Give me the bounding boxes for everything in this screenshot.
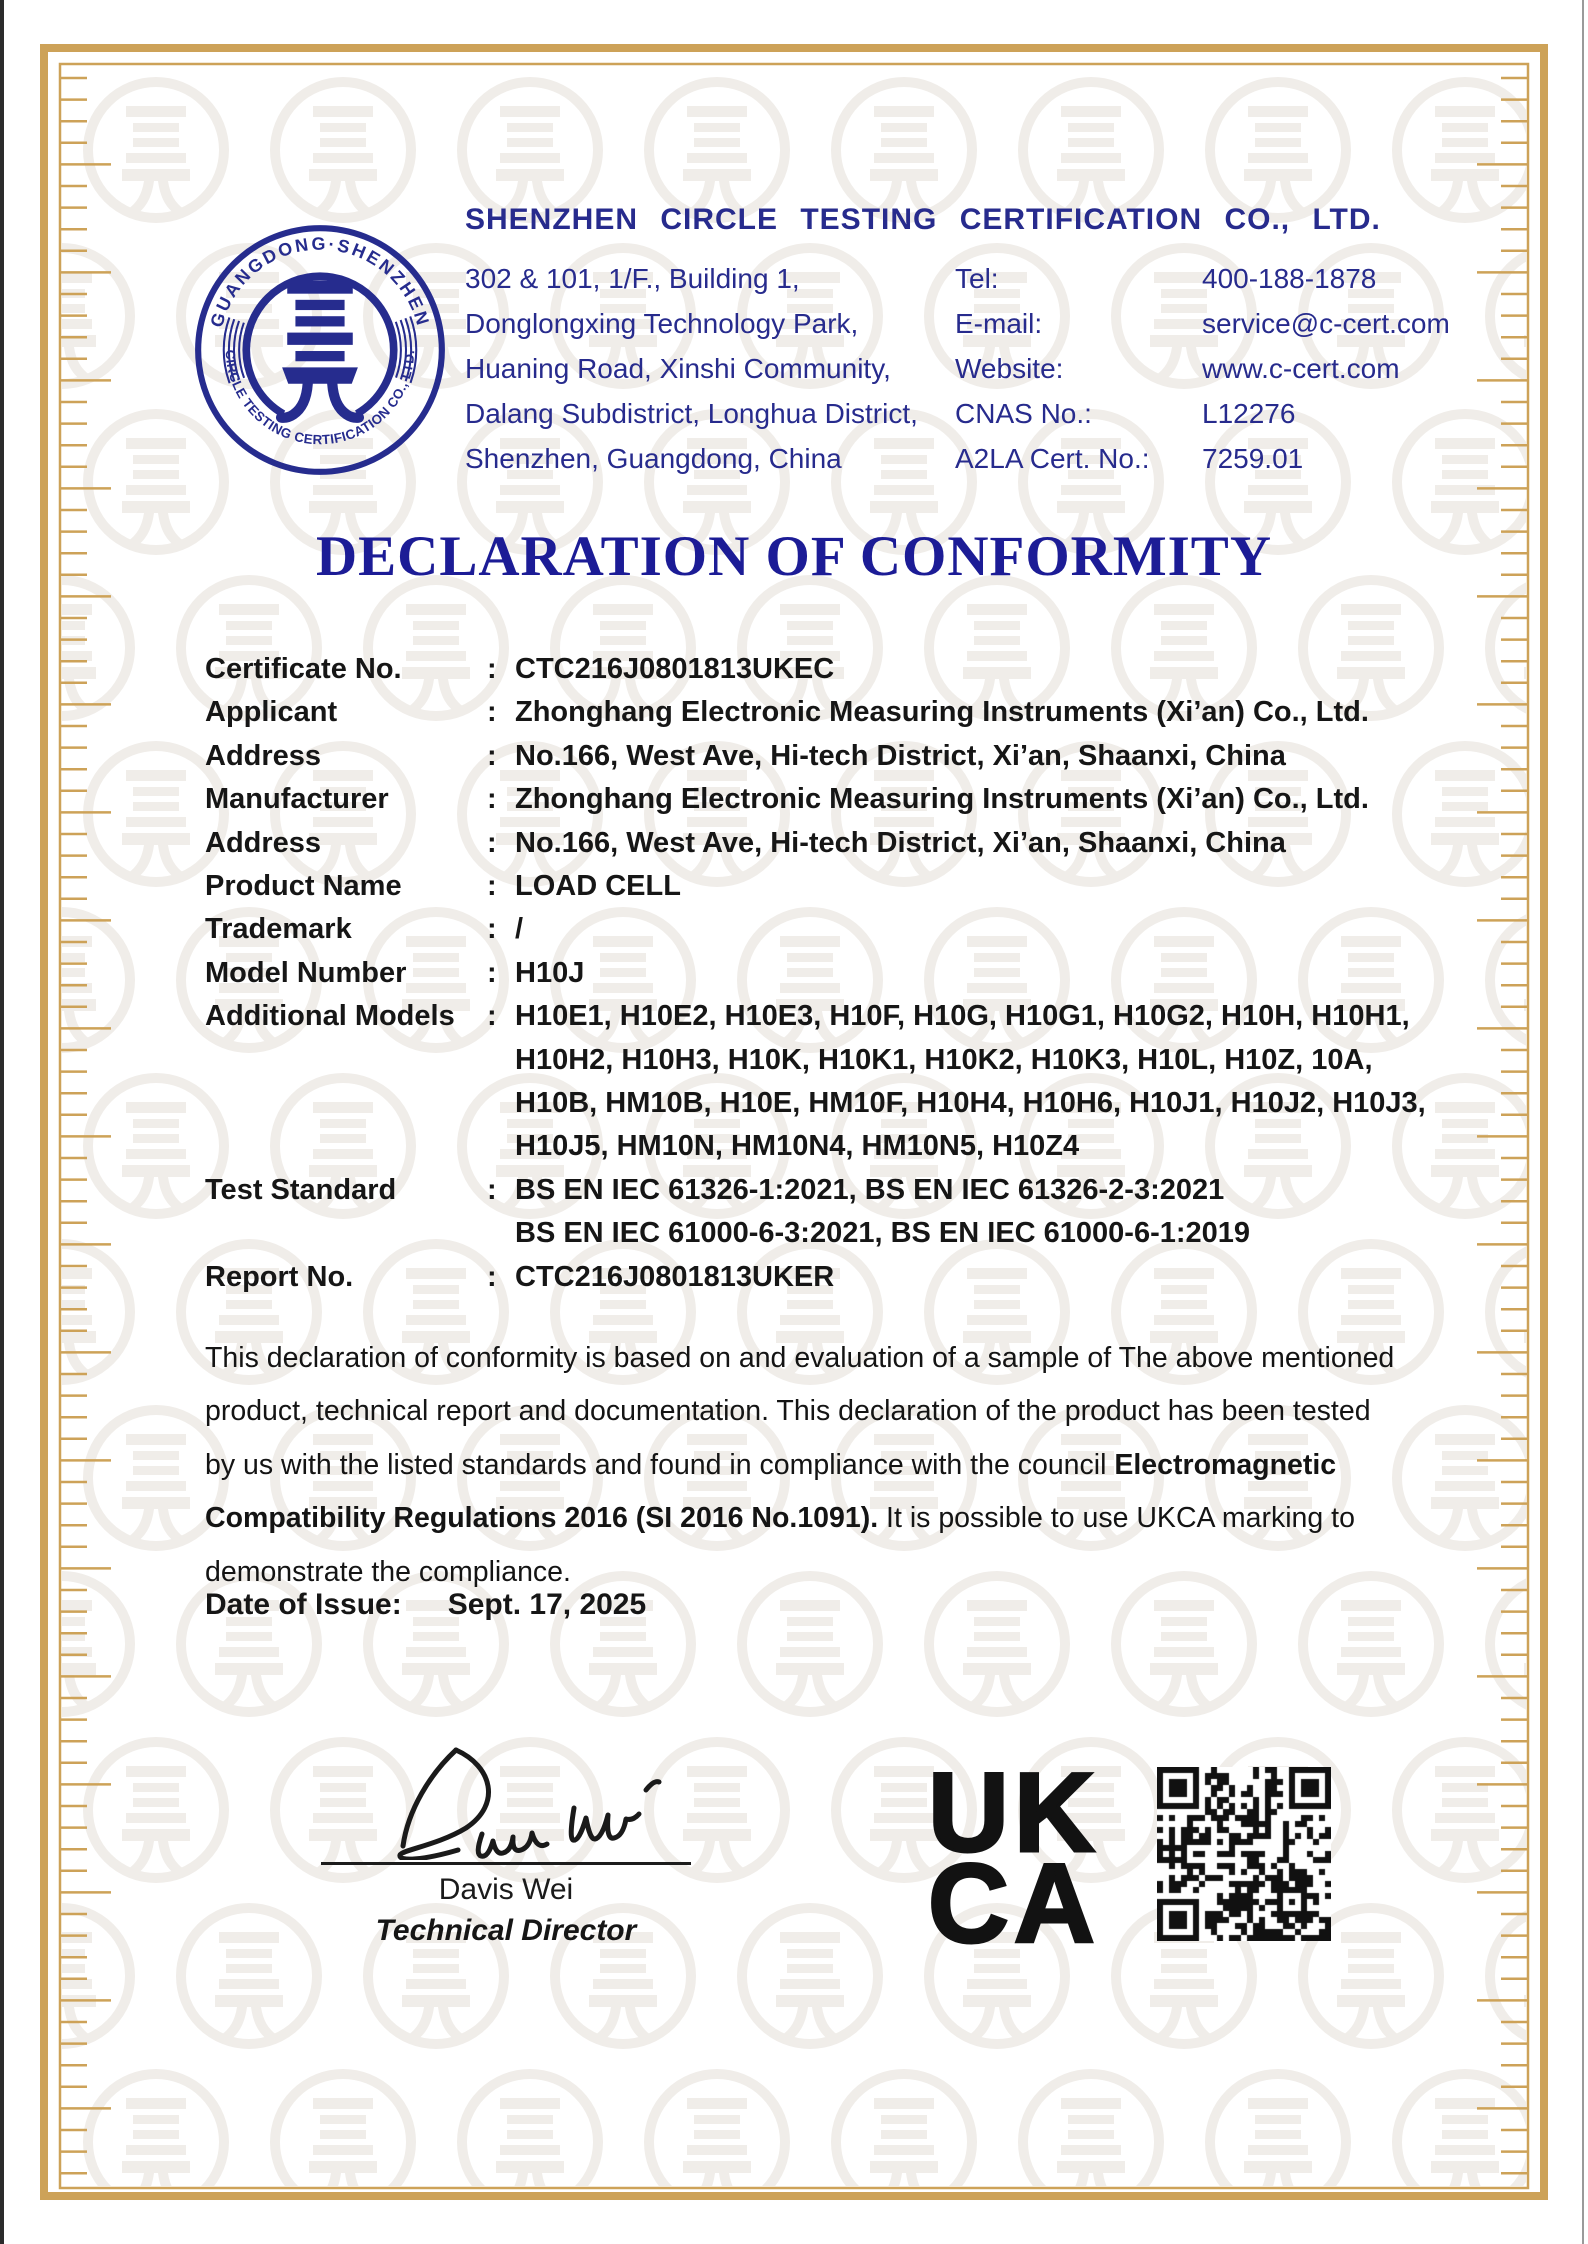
contact-label: E-mail: — [955, 308, 1043, 339]
field-label: Test Standard — [205, 1173, 397, 1206]
field-colon: : — [487, 1000, 497, 1033]
contact-row-a2la — [955, 436, 1555, 481]
field-value: H10J — [515, 956, 585, 989]
company-address — [465, 256, 955, 481]
ukca-line1: UK — [928, 1750, 1100, 1875]
field-row-manufacturer — [205, 778, 1455, 821]
field-row-trademark — [205, 908, 1455, 951]
svg-text:CIRCLE TESTING CERTIFICATION C — [223, 349, 418, 447]
contact-value: service@c-cert.com — [1202, 308, 1450, 339]
field-row-additional-models — [205, 995, 1455, 1169]
field-value: No.166, West Ave, Hi-tech District, Xi’an, Shaanxi, China — [515, 739, 1286, 772]
field-value: No.166, West Ave, Hi-tech District, Xi’an, Shaanxi, China — [515, 826, 1286, 859]
logo-glyph — [282, 280, 358, 383]
declaration-paragraph — [205, 1332, 1400, 1599]
field-colon: : — [487, 1260, 497, 1293]
field-colon: : — [487, 956, 497, 989]
contact-row-cnas — [955, 391, 1555, 436]
field-row-report-no — [205, 1256, 1455, 1299]
signatory-role: Technical Director — [375, 1914, 637, 1947]
contact-value: 7259.01 — [1202, 443, 1304, 474]
document-title: DECLARATION OF CONFORMITY — [315, 525, 1272, 588]
logo-arc-bottom-text: CIRCLE TESTING CERTIFICATION CO., LTD. — [222, 349, 418, 448]
contact-label: CNAS No.: — [955, 398, 1092, 429]
contact-value: L12276 — [1202, 398, 1296, 429]
field-label: Applicant — [205, 696, 338, 729]
date-of-issue-value: Sept. 17, 2025 — [447, 1588, 647, 1621]
contact-label: A2LA Cert. No.: — [955, 443, 1150, 474]
field-colon: : — [487, 1173, 497, 1206]
contact-row-tel — [955, 256, 1555, 301]
field-label: Model Number — [205, 956, 407, 989]
field-colon: : — [487, 870, 497, 903]
signature-block — [300, 1742, 712, 1953]
field-value: BS EN IEC 61326-1:2021, BS EN IEC 61326-2-3:2021 — [515, 1173, 1225, 1206]
field-colon: : — [487, 739, 497, 772]
field-row-manufacturer-address — [205, 822, 1455, 865]
date-of-issue-row — [205, 1588, 646, 1622]
contact-list — [955, 256, 1555, 481]
field-row-applicant — [205, 691, 1455, 734]
field-value: Zhonghang Electronic Measuring Instruments (Xi’an) Co., Ltd. — [515, 696, 1369, 729]
field-row-test-standard — [205, 1169, 1455, 1256]
scan-edge-left — [0, 0, 4, 2244]
field-row-applicant-address — [205, 735, 1455, 778]
field-label: Report No. — [205, 1260, 354, 1293]
logo-arc-top-text: GUANGDONG·SHENZHEN — [206, 233, 434, 330]
scan-edge-right — [1582, 0, 1584, 2244]
header-contact-block — [465, 256, 1555, 481]
field-value: H10E1, H10E2, H10E3, H10F, H10G, H10G1, H10G2, H10H, H10H1, — [515, 1000, 1410, 1033]
address-line: Donglongxing Technology Park, — [465, 308, 859, 339]
contact-value: www.c-cert.com — [1202, 353, 1400, 384]
qr-code — [1157, 1767, 1331, 1941]
field-value: H10B, HM10B, H10E, HM10F, H10H4, H10H6, H10J1, H10J2, H10J3, — [515, 1087, 1426, 1120]
signatory-name: Davis Wei — [438, 1873, 574, 1906]
field-label: Trademark — [205, 913, 352, 946]
certification-body-logo — [192, 222, 448, 478]
field-label: Address — [205, 826, 322, 859]
contact-row-website — [955, 346, 1555, 391]
field-label: Address — [205, 739, 322, 772]
field-value: / — [515, 913, 524, 946]
address-line: Shenzhen, Guangdong, China — [465, 443, 842, 474]
field-label: Product Name — [205, 870, 402, 903]
field-label: Manufacturer — [205, 783, 389, 816]
field-row-certificate-no — [205, 648, 1455, 691]
declaration-text: This declaration of conformity is based on and evaluation of a sample of The above mentioned product, technical report and documentation. This declaration of the product has been tested by us with the listed standards and found in compliance with the council — [205, 1342, 1395, 1481]
field-value: BS EN IEC 61000-6-3:2021, BS EN IEC 61000-6-1:2019 — [515, 1217, 1251, 1250]
ukca-line2: CA — [928, 1840, 1100, 1966]
field-value: CTC216J0801813UKEC — [515, 653, 835, 685]
signature-line — [321, 1862, 691, 1865]
company-name: SHENZHEN CIRCLE TESTING CERTIFICATION CO., LTD. — [465, 203, 1381, 236]
field-colon: : — [487, 913, 497, 946]
field-colon: : — [487, 826, 497, 859]
field-value: H10H2, H10H3, H10K, H10K1, H10K2, H10K3, H10L, H10Z, 10A, — [515, 1043, 1373, 1076]
address-line: 302 & 101, 1/F., Building 1, — [465, 263, 800, 294]
field-value: CTC216J0801813UKER — [515, 1260, 835, 1293]
field-row-product-name — [205, 865, 1455, 908]
field-row-model-number — [205, 952, 1455, 995]
field-value: Zhonghang Electronic Measuring Instruments (Xi’an) Co., Ltd. — [515, 783, 1369, 816]
address-line: Dalang Subdistrict, Longhua District, — [465, 398, 918, 429]
declaration-text: It is possible to use UKCA marking to demonstrate the compliance. — [205, 1502, 1355, 1588]
certificate-fields — [205, 648, 1455, 1299]
handwritten-signature — [306, 1742, 706, 1860]
field-colon: : — [487, 783, 497, 816]
contact-label: Website: — [955, 353, 1064, 384]
field-label: Certificate No. — [205, 653, 402, 685]
field-colon: : — [487, 696, 497, 729]
field-value: LOAD CELL — [515, 870, 681, 903]
contact-row-email — [955, 301, 1555, 346]
date-of-issue-label: Date of Issue: — [205, 1588, 402, 1621]
address-line: Huaning Road, Xinshi Community, — [465, 353, 891, 384]
field-value: H10J5, HM10N, HM10N4, HM10N5, H10Z4 — [515, 1130, 1080, 1163]
contact-label: Tel: — [955, 263, 999, 294]
field-label: Additional Models — [205, 1000, 455, 1033]
ukca-mark — [928, 1750, 1100, 1966]
contact-value: 400-188-1878 — [1202, 263, 1377, 294]
declaration-regulation-bold: Electromagnetic Compatibility Regulations 2016 (SI 2016 No.1091). — [205, 1448, 1337, 1535]
field-colon: : — [487, 653, 497, 685]
